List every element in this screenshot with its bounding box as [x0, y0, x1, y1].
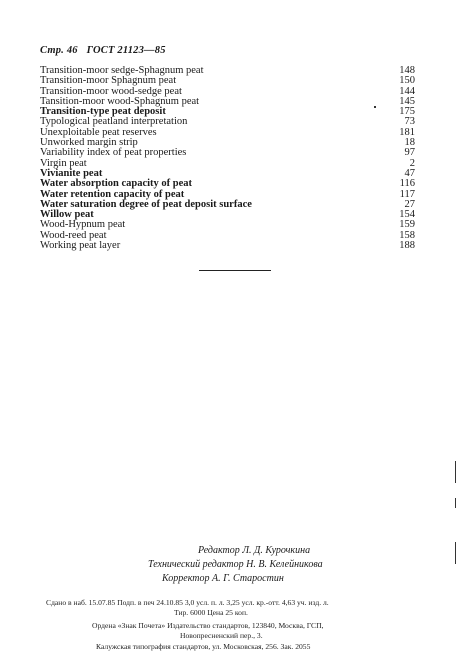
index-term: Transition-moor Sphagnum peat [40, 75, 177, 87]
index-page-number: 154 [399, 209, 415, 221]
scan-mark [455, 498, 456, 508]
index-page-number: 188 [399, 240, 415, 252]
imprint-line-5: Калужская типография стандартов, ул. Московская, 256. Зак. 2055 [96, 642, 311, 651]
index-page-number: 116 [399, 178, 415, 190]
index-page-number: 148 [399, 65, 415, 76]
index-term: Virgin peat [40, 157, 87, 169]
index-term: Water retention capacity of peat [40, 188, 185, 200]
index-row [40, 241, 415, 251]
scan-mark [455, 542, 456, 564]
index-page-number: 73 [404, 116, 415, 128]
scan-mark [455, 461, 456, 483]
section-divider [199, 270, 271, 271]
tech-editor-credit: Технический редактор Н. В. Келейникова [148, 559, 323, 570]
index-page-number: 145 [399, 95, 415, 107]
index-term: Variability index of peat properties [40, 147, 187, 159]
index-page-number: 144 [399, 85, 415, 97]
index-page-number: 158 [399, 229, 415, 241]
index-term: Unexploitable peat reserves [40, 126, 157, 138]
index-page-number: 175 [399, 106, 415, 118]
index-page-number: 47 [404, 167, 415, 179]
index-term: Typological peatland interpretation [40, 116, 188, 128]
index-page-number: 117 [399, 188, 415, 200]
index-term: Working peat layer [40, 240, 121, 252]
corrector-credit: Корректор А. Г. Старостин [162, 573, 284, 584]
index-term: Wood-reed peat [40, 229, 107, 241]
index-page-number: 2 [409, 157, 415, 169]
index-term: Willow peat [40, 209, 94, 221]
index-page-number: 27 [404, 198, 415, 210]
imprint-line-1: Сдано в наб. 15.07.85 Подп. в печ 24.10.85 3,0 усл. п. л. 3,25 усл. кр.-отт. 4,63 уч. изд. л. [46, 598, 329, 607]
index-term: Transition-type peat deposit [40, 106, 166, 118]
index-page-number: 97 [404, 147, 415, 159]
index-term: Unworked margin strip [40, 137, 138, 149]
index-page-number: 150 [399, 75, 415, 87]
index-term: Transition-moor wood-sedge peat [40, 85, 182, 97]
page-header [40, 45, 172, 56]
index-term: Tansition-moor wood-Sphagnum peat [40, 95, 200, 107]
index-row [40, 148, 415, 158]
imprint-line-4: Новопресненский пер., 3. [180, 631, 263, 640]
index-page-number: 181 [399, 126, 415, 138]
index-term: Water absorption capacity of peat [40, 178, 193, 190]
index-term: Water saturation degree of peat deposit surface [40, 198, 252, 210]
scan-mark [374, 106, 376, 108]
editor-credit: Редактор Л. Д. Курочкина [198, 545, 311, 556]
term-index [40, 66, 415, 251]
index-term: Vivianite peat [40, 167, 103, 179]
imprint-line-2: Тир. 6000 Цена 25 коп. [174, 608, 248, 617]
index-page-number: 18 [404, 137, 415, 149]
standard-number: ГОСТ 21123—85 [86, 45, 166, 56]
index-term: Transition-moor sedge-Sphagnum peat [40, 65, 204, 76]
index-row [40, 200, 415, 210]
imprint-line-3: Ордена «Знак Почета» Издательство стандартов, 123840, Москва, ГСП, [92, 621, 324, 630]
index-page-number: 159 [399, 219, 415, 231]
page-number: Стр. 46 [40, 45, 78, 56]
index-term: Wood-Hypnum peat [40, 219, 126, 231]
